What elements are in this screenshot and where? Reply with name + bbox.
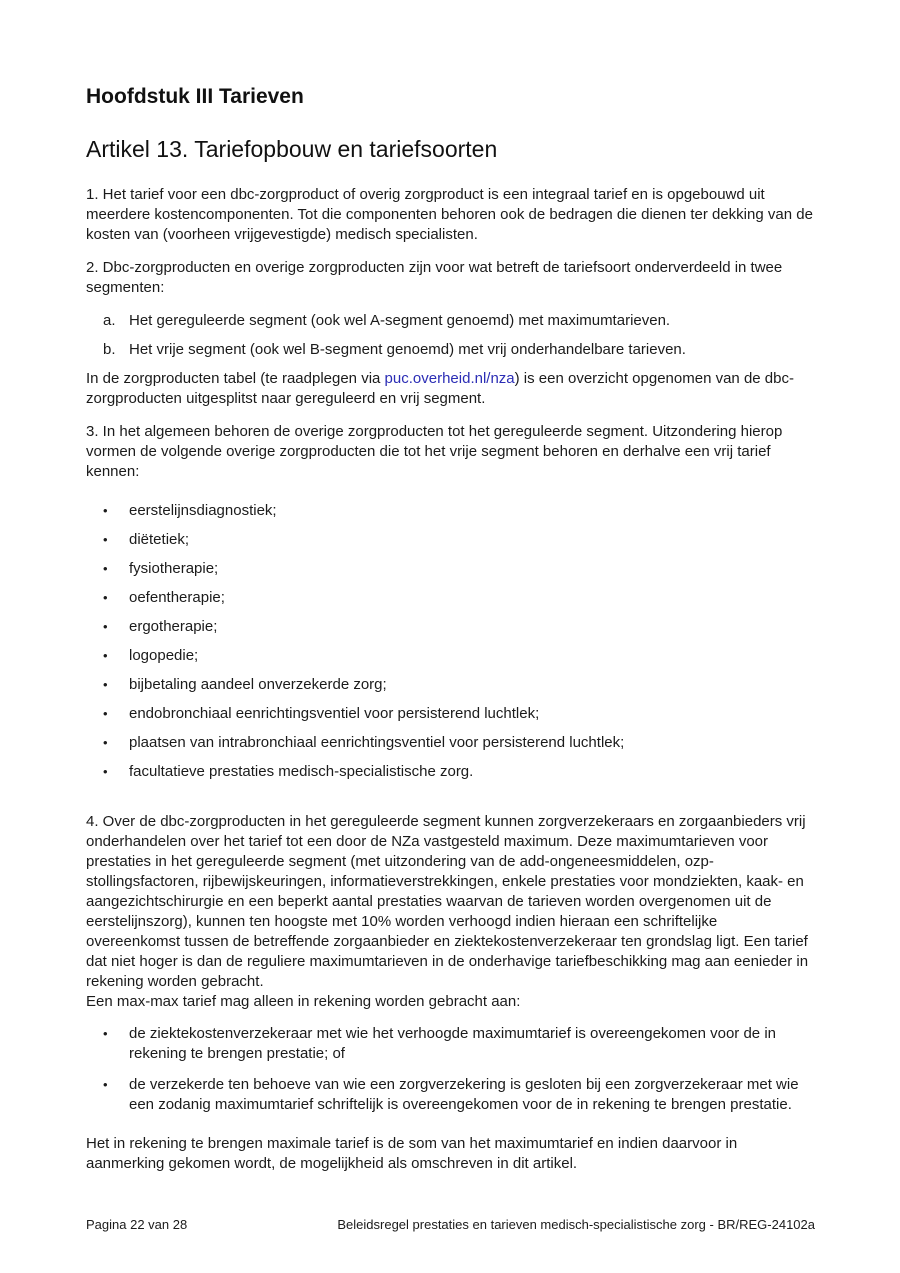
closing-paragraph: Het in rekening te brengen maximale tarief is de som van het maximumtarief en indien daarvoor in aanmerking gekomen wordt, de mogelijkheid als omschreven in dit artikel. — [86, 1135, 738, 1172]
bullet-item-label: logopedie; — [129, 647, 199, 664]
bullet-icon: • — [103, 706, 108, 721]
bullet-icon: • — [103, 532, 108, 547]
list-item-b-label: Het vrije segment (ook wel B-segment genoemd) met vrij onderhandelbare tarieven. — [129, 341, 686, 358]
bullet-item — [86, 762, 814, 782]
paragraph-2: 2. Dbc-zorgproducten en overige zorgproducten zijn voor wat betreft de tariefsoort onderverdeeld in twee segmenten: — [86, 259, 783, 296]
bullet-item — [86, 1024, 814, 1064]
bullet-item — [86, 588, 814, 608]
page-number: Pagina 22 van 28 — [86, 1217, 188, 1232]
overheid-link[interactable]: puc.overheid.nl/nza — [384, 370, 515, 387]
bullet-item-label: ergotherapie; — [129, 618, 218, 635]
bullet-icon: • — [103, 764, 108, 779]
bullet-item-label: de verzekerde ten behoeve van wie een zorgverzekering is gesloten bij een zorgverzekeraar met wie een zodanig maximumtarief schriftelijk is overeengekomen voor de in rekening te brengen prestatie. — [129, 1076, 799, 1113]
list-item-a-label: Het gereguleerde segment (ook wel A-segment genoemd) met maximumtarieven. — [129, 312, 671, 329]
bullet-icon: • — [103, 590, 108, 605]
bullet-item-label: fysiotherapie; — [129, 560, 219, 577]
bullet-item-label: bijbetaling aandeel onverzekerde zorg; — [129, 676, 387, 693]
article-heading: Artikel 13. Tariefopbouw en tariefsoorten — [86, 136, 498, 162]
page-footer — [86, 1217, 815, 1233]
chapter-heading: Hoofdstuk III Tarieven — [86, 85, 304, 108]
max-max-bullet-list — [86, 1024, 814, 1115]
bullet-item-label: diëtetiek; — [129, 531, 190, 548]
bullet-item-label: plaatsen van intrabronchiaal eenrichtingsventiel voor persisterend luchtlek; — [129, 734, 625, 751]
free-segment-bullet-list — [86, 501, 814, 782]
bullet-item — [86, 704, 814, 724]
bullet-icon: • — [103, 619, 108, 634]
bullet-item-label: facultatieve prestaties medisch-specialistische zorg. — [129, 763, 474, 780]
bullet-item — [86, 675, 814, 695]
bullet-item — [86, 530, 814, 550]
bullet-item — [86, 501, 814, 521]
bullet-icon: • — [103, 503, 108, 518]
paragraph-4: 4. Over de dbc-zorgproducten in het gereguleerde segment kunnen zorgverzekeraars en zorgaanbieders vrij onderhandelen over het tarief tot een door de NZa vastgesteld maximum. Deze maximumtarieven voor prestaties in het gereguleerde segment (met uitzondering van de add-ongeneesmiddelen, ozp-stollingsfactoren, rijbewijskeuringen, informatieverstrekkingen, enkele prestaties voor mondziekten, kaak- en aangezichtschirurgie en een beperkt aantal prestaties waarvan de tarieven worden overgenomen uit de eerstelijnszorg), kunnen ten hoogste met 10% worden verhoogd indien hieraan een schriftelijke overeenkomst tussen de betreffende zorgaanbieder en ziektekostenverzekeraar ten grondslag ligt. Een tarief dat niet hoger is dan de reguliere maximumtarieven in de onderhavige tariefbeschikking mag aan eenieder in rekening worden gebracht. — [86, 813, 809, 990]
bullet-icon: • — [103, 735, 108, 750]
list-marker-a: a. — [103, 312, 116, 329]
bullet-item-label: eerstelijnsdiagnostiek; — [129, 502, 277, 519]
paragraph-4-continued: Een max-max tarief mag alleen in rekening worden gebracht aan: — [86, 993, 521, 1010]
bullet-item-label: endobronchiaal eenrichtingsventiel voor persisterend luchtlek; — [129, 705, 540, 722]
bullet-icon: • — [103, 1077, 108, 1092]
link-paragraph-after: ) is een overzicht opgenomen van de dbc-zorgproducten uitgesplitst naar gereguleerd en vrij segment. — [86, 370, 794, 407]
list-item-b — [86, 340, 814, 360]
list-marker-b: b. — [103, 341, 116, 358]
list-item-a — [86, 311, 814, 331]
bullet-item — [86, 646, 814, 666]
bullet-icon: • — [103, 561, 108, 576]
bullet-item — [86, 617, 814, 637]
bullet-icon: • — [103, 677, 108, 692]
bullet-item-label: de ziektekostenverzekeraar met wie het verhoogde maximumtarief is overeengekomen voor de in rekening te brengen prestatie; of — [129, 1025, 776, 1062]
link-paragraph-before: In de zorgproducten tabel (te raadplegen via — [86, 370, 385, 387]
bullet-icon: • — [103, 1026, 108, 1041]
paragraph-1: 1. Het tarief voor een dbc-zorgproduct of overig zorgproduct is een integraal tarief en is opgebouwd uit meerdere kostencomponenten. Tot die componenten behoren ook de bedragen die dienen ter dekking van de kosten van (voorheen vrijgevestigde) medisch specialisten. — [86, 186, 813, 243]
bullet-icon: • — [103, 648, 108, 663]
bullet-item-label: oefentherapie; — [129, 589, 225, 606]
paragraph-3: 3. In het algemeen behoren de overige zorgproducten tot het gereguleerde segment. Uitzondering hierop vormen de volgende overige zorgproducten die tot het vrije segment behoren en derhalve een vrij tarief kennen: — [86, 423, 783, 480]
bullet-item — [86, 559, 814, 579]
lettered-list — [86, 311, 814, 360]
footer-doc-title: Beleidsregel prestaties en tarieven medisch-specialistische zorg - BR/REG-24102a — [337, 1217, 815, 1232]
bullet-item — [86, 733, 814, 753]
bullet-item — [86, 1075, 814, 1115]
paragraph-link — [86, 369, 814, 409]
